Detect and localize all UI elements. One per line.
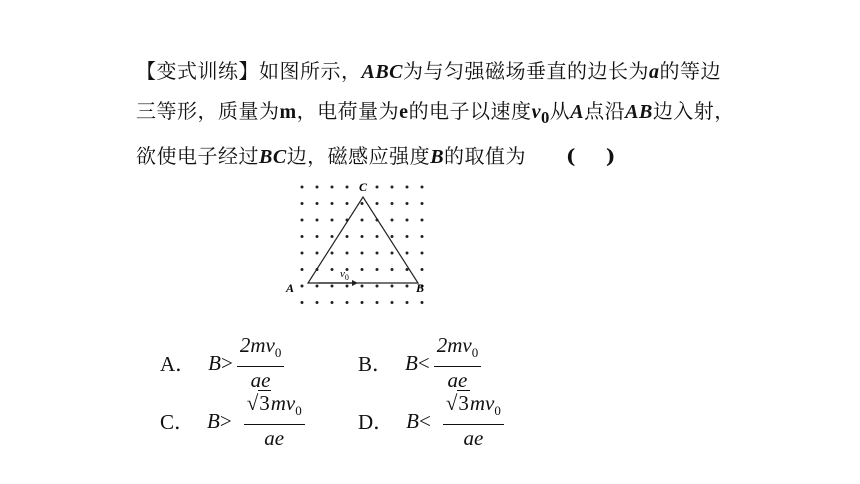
field-dot bbox=[421, 252, 424, 255]
field-dot bbox=[361, 235, 364, 238]
field-dot bbox=[331, 235, 334, 238]
field-dot bbox=[361, 301, 364, 304]
field-dot bbox=[391, 235, 394, 238]
label-b: B bbox=[416, 281, 425, 295]
field-dot bbox=[301, 219, 304, 222]
field-dot bbox=[316, 285, 319, 288]
field-dot bbox=[331, 301, 334, 304]
field-dot bbox=[406, 301, 409, 304]
field-dot bbox=[346, 268, 349, 271]
field-dot bbox=[376, 202, 379, 205]
field-dot bbox=[331, 252, 334, 255]
velocity-arrowhead bbox=[352, 280, 358, 286]
field-dot bbox=[331, 186, 334, 189]
label-v0: $v_0$ bbox=[340, 268, 349, 282]
field-dot bbox=[376, 186, 379, 189]
field-dot bbox=[421, 186, 424, 189]
field-dot bbox=[361, 219, 364, 222]
field-dot bbox=[361, 285, 364, 288]
field-dot bbox=[361, 268, 364, 271]
field-dot bbox=[316, 301, 319, 304]
field-dot bbox=[391, 186, 394, 189]
magnetic-field-figure bbox=[282, 178, 442, 320]
field-dot bbox=[316, 235, 319, 238]
field-dot bbox=[376, 268, 379, 271]
question-text: 【变式训练】如图所示，ABC为与匀强磁场垂直的边长为a的等边三等形，质量为m，电荷量为e的电子以速度$v_0$从A点沿AB边入射，欲使电子经过BC边，磁感应强度B的取值为 ( ) bbox=[136, 59, 735, 168]
field-dot bbox=[301, 301, 304, 304]
field-dot bbox=[376, 285, 379, 288]
field-dot bbox=[346, 202, 349, 205]
field-dot bbox=[331, 202, 334, 205]
field-dot bbox=[346, 252, 349, 255]
field-dot bbox=[301, 186, 304, 189]
field-dot bbox=[421, 202, 424, 205]
field-dots bbox=[301, 186, 424, 305]
field-dot bbox=[331, 285, 334, 288]
triangle-abc: ABC bbox=[361, 61, 404, 83]
option-a[interactable]: A． B > $\frac{2mv_0}{ae}$ bbox=[160, 334, 284, 392]
field-dot bbox=[391, 252, 394, 255]
field-dot bbox=[421, 219, 424, 222]
field-dot bbox=[346, 301, 349, 304]
field-dot bbox=[421, 268, 424, 271]
field-dot bbox=[316, 219, 319, 222]
field-dot bbox=[391, 202, 394, 205]
field-dot bbox=[391, 285, 394, 288]
field-dot bbox=[301, 268, 304, 271]
field-dot bbox=[406, 235, 409, 238]
field-dot bbox=[346, 235, 349, 238]
option-c-fraction: $\frac{√3mv_0}{ae}$ bbox=[244, 392, 305, 450]
answer-options bbox=[160, 334, 580, 454]
sqrt-icon: √3 bbox=[246, 391, 270, 415]
field-dot bbox=[406, 219, 409, 222]
field-dot bbox=[406, 252, 409, 255]
field-dot bbox=[376, 301, 379, 304]
field-dot bbox=[301, 202, 304, 205]
field-dot bbox=[376, 235, 379, 238]
field-dot bbox=[391, 219, 394, 222]
field-dot bbox=[301, 285, 304, 288]
field-dot bbox=[316, 202, 319, 205]
option-b-fraction: $\frac{2mv_0}{ae}$ bbox=[434, 334, 482, 392]
option-d[interactable]: D． B < $\frac{√3mv_0}{ae}$ bbox=[358, 392, 504, 450]
field-dot bbox=[421, 301, 424, 304]
label-a: A bbox=[286, 281, 295, 295]
field-dot bbox=[346, 186, 349, 189]
field-dot bbox=[316, 252, 319, 255]
sqrt-icon: √3 bbox=[445, 391, 469, 415]
field-dot bbox=[361, 202, 364, 205]
field-dot bbox=[406, 285, 409, 288]
option-a-fraction: $\frac{2mv_0}{ae}$ bbox=[237, 334, 285, 392]
field-dot bbox=[316, 186, 319, 189]
field-dot bbox=[376, 252, 379, 255]
field-dot bbox=[421, 235, 424, 238]
field-dot bbox=[406, 186, 409, 189]
option-b[interactable]: B． B < $\frac{2mv_0}{ae}$ bbox=[358, 334, 481, 392]
field-dot bbox=[331, 219, 334, 222]
label-c: C bbox=[359, 180, 368, 194]
field-dot bbox=[301, 252, 304, 255]
field-dot bbox=[346, 285, 349, 288]
answer-bracket: ( ) bbox=[566, 144, 616, 168]
field-dot bbox=[301, 235, 304, 238]
option-d-fraction: $\frac{√3mv_0}{ae}$ bbox=[443, 392, 504, 450]
field-dot bbox=[361, 252, 364, 255]
option-c[interactable]: C． B > $\frac{√3mv_0}{ae}$ bbox=[160, 392, 305, 450]
field-dot bbox=[406, 202, 409, 205]
question-tag: 【变式训练】 bbox=[136, 59, 259, 83]
field-dot bbox=[391, 301, 394, 304]
field-dot bbox=[391, 268, 394, 271]
field-dot bbox=[331, 268, 334, 271]
